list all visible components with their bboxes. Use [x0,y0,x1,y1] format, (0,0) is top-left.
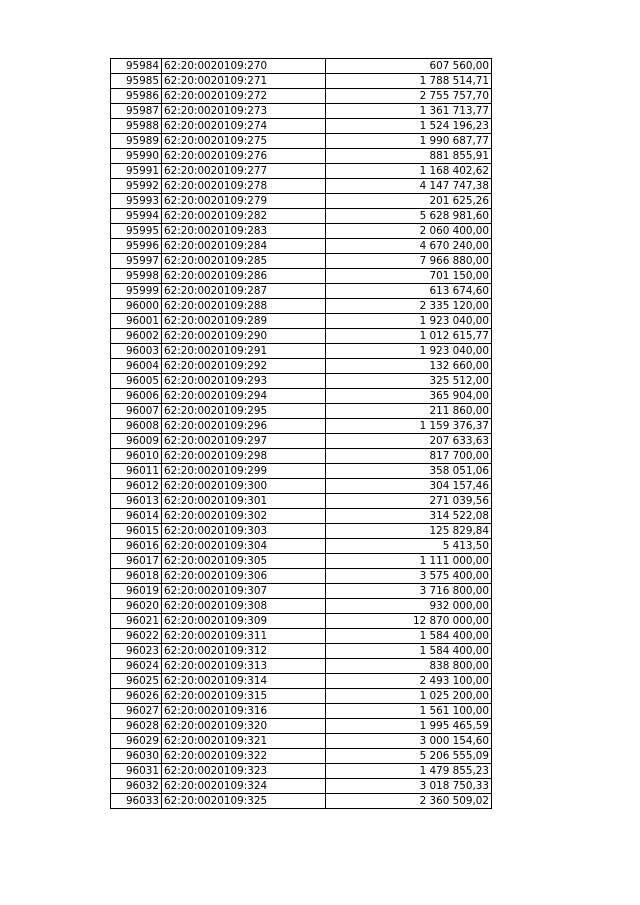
value-cell: 2 493 100,00 [326,674,492,689]
table-row [111,419,492,434]
value-cell: 3 000 154,60 [326,734,492,749]
cadastral-number-cell: 62:20:0020109:323 [162,764,326,779]
table-row [111,269,492,284]
cadastral-number-cell: 62:20:0020109:303 [162,524,326,539]
table-row [111,584,492,599]
value-cell: 125 829,84 [326,524,492,539]
cadastral-number-cell: 62:20:0020109:305 [162,554,326,569]
row-number-cell: 96024 [111,659,162,674]
table-body [111,59,492,809]
table-row [111,704,492,719]
cadastral-number-cell: 62:20:0020109:294 [162,389,326,404]
row-number-cell: 96019 [111,584,162,599]
cadastral-number-cell: 62:20:0020109:299 [162,464,326,479]
table-row [111,314,492,329]
row-number-cell: 96016 [111,539,162,554]
table-row [111,509,492,524]
value-cell: 314 522,08 [326,509,492,524]
row-number-cell: 96025 [111,674,162,689]
value-cell: 1 012 615,77 [326,329,492,344]
table-row [111,59,492,74]
table-row [111,299,492,314]
table-row [111,644,492,659]
cadastral-number-cell: 62:20:0020109:272 [162,89,326,104]
table-row [111,764,492,779]
row-number-cell: 95989 [111,134,162,149]
table-row [111,389,492,404]
row-number-cell: 96010 [111,449,162,464]
cadastral-number-cell: 62:20:0020109:325 [162,794,326,809]
row-number-cell: 95996 [111,239,162,254]
row-number-cell: 95993 [111,194,162,209]
cadastral-number-cell: 62:20:0020109:312 [162,644,326,659]
row-number-cell: 96031 [111,764,162,779]
cadastral-number-cell: 62:20:0020109:279 [162,194,326,209]
value-cell: 12 870 000,00 [326,614,492,629]
table-row [111,629,492,644]
value-cell: 5 628 981,60 [326,209,492,224]
table-row [111,224,492,239]
row-number-cell: 96018 [111,569,162,584]
table-row [111,614,492,629]
cadastral-number-cell: 62:20:0020109:278 [162,179,326,194]
value-cell: 271 039,56 [326,494,492,509]
table-row [111,284,492,299]
row-number-cell: 96014 [111,509,162,524]
value-cell: 358 051,06 [326,464,492,479]
row-number-cell: 96001 [111,314,162,329]
table-row [111,659,492,674]
table-row [111,599,492,614]
value-cell: 3 716 800,00 [326,584,492,599]
row-number-cell: 96000 [111,299,162,314]
cadastral-number-cell: 62:20:0020109:290 [162,329,326,344]
table-row [111,134,492,149]
table-row [111,719,492,734]
value-cell: 325 512,00 [326,374,492,389]
value-cell: 4 147 747,38 [326,179,492,194]
table-row [111,344,492,359]
row-number-cell: 95985 [111,74,162,89]
table-row [111,689,492,704]
cadastral-number-cell: 62:20:0020109:314 [162,674,326,689]
row-number-cell: 95988 [111,119,162,134]
value-cell: 3 018 750,33 [326,779,492,794]
value-cell: 881 855,91 [326,149,492,164]
row-number-cell: 96021 [111,614,162,629]
row-number-cell: 96004 [111,359,162,374]
value-cell: 1 923 040,00 [326,344,492,359]
row-number-cell: 95998 [111,269,162,284]
table-row [111,734,492,749]
value-cell: 1 990 687,77 [326,134,492,149]
cadastral-number-cell: 62:20:0020109:286 [162,269,326,284]
table-row [111,449,492,464]
cadastral-number-cell: 62:20:0020109:276 [162,149,326,164]
table-row [111,794,492,809]
value-cell: 5 413,50 [326,539,492,554]
row-number-cell: 96009 [111,434,162,449]
table-row [111,569,492,584]
row-number-cell: 95995 [111,224,162,239]
table-row [111,239,492,254]
cadastral-number-cell: 62:20:0020109:296 [162,419,326,434]
cadastral-number-cell: 62:20:0020109:295 [162,404,326,419]
cadastral-number-cell: 62:20:0020109:300 [162,479,326,494]
table-row [111,494,492,509]
table-row [111,374,492,389]
value-cell: 817 700,00 [326,449,492,464]
row-number-cell: 96033 [111,794,162,809]
table-row [111,464,492,479]
value-cell: 1 524 196,23 [326,119,492,134]
cadastral-number-cell: 62:20:0020109:297 [162,434,326,449]
cadastral-number-cell: 62:20:0020109:307 [162,584,326,599]
value-cell: 838 800,00 [326,659,492,674]
cadastral-number-cell: 62:20:0020109:289 [162,314,326,329]
cadastral-number-cell: 62:20:0020109:287 [162,284,326,299]
row-number-cell: 95991 [111,164,162,179]
row-number-cell: 96028 [111,719,162,734]
value-cell: 1 159 376,37 [326,419,492,434]
row-number-cell: 96032 [111,779,162,794]
cadastral-number-cell: 62:20:0020109:311 [162,629,326,644]
row-number-cell: 96002 [111,329,162,344]
table-row [111,434,492,449]
value-cell: 607 560,00 [326,59,492,74]
cadastral-number-cell: 62:20:0020109:301 [162,494,326,509]
row-number-cell: 95992 [111,179,162,194]
value-cell: 701 150,00 [326,269,492,284]
table-row [111,194,492,209]
cadastral-number-cell: 62:20:0020109:322 [162,749,326,764]
cadastral-number-cell: 62:20:0020109:321 [162,734,326,749]
value-cell: 201 625,26 [326,194,492,209]
row-number-cell: 95987 [111,104,162,119]
value-cell: 3 575 400,00 [326,569,492,584]
cadastral-number-cell: 62:20:0020109:304 [162,539,326,554]
value-cell: 207 633,63 [326,434,492,449]
table-row [111,524,492,539]
row-number-cell: 96008 [111,419,162,434]
table-row [111,554,492,569]
value-cell: 1 561 100,00 [326,704,492,719]
cadastral-number-cell: 62:20:0020109:315 [162,689,326,704]
cadastral-number-cell: 62:20:0020109:313 [162,659,326,674]
table-row [111,164,492,179]
row-number-cell: 96020 [111,599,162,614]
table-row [111,359,492,374]
row-number-cell: 95997 [111,254,162,269]
value-cell: 2 755 757,70 [326,89,492,104]
document-page [110,58,492,809]
value-cell: 1 584 400,00 [326,644,492,659]
cadastral-number-cell: 62:20:0020109:282 [162,209,326,224]
table-row [111,674,492,689]
row-number-cell: 96015 [111,524,162,539]
cadastral-number-cell: 62:20:0020109:298 [162,449,326,464]
row-number-cell: 96017 [111,554,162,569]
value-cell: 1 923 040,00 [326,314,492,329]
row-number-cell: 96006 [111,389,162,404]
cadastral-number-cell: 62:20:0020109:270 [162,59,326,74]
cadastral-number-cell: 62:20:0020109:275 [162,134,326,149]
value-cell: 2 360 509,02 [326,794,492,809]
table-row [111,329,492,344]
table-row [111,74,492,89]
cadastral-number-cell: 62:20:0020109:271 [162,74,326,89]
value-cell: 1 025 200,00 [326,689,492,704]
row-number-cell: 95990 [111,149,162,164]
cadastral-number-cell: 62:20:0020109:283 [162,224,326,239]
row-number-cell: 96013 [111,494,162,509]
row-number-cell: 95986 [111,89,162,104]
cadastral-number-cell: 62:20:0020109:316 [162,704,326,719]
cadastral-number-cell: 62:20:0020109:291 [162,344,326,359]
cadastral-number-cell: 62:20:0020109:293 [162,374,326,389]
value-cell: 5 206 555,09 [326,749,492,764]
row-number-cell: 96023 [111,644,162,659]
cadastral-number-cell: 62:20:0020109:285 [162,254,326,269]
cadastral-number-cell: 62:20:0020109:277 [162,164,326,179]
row-number-cell: 96003 [111,344,162,359]
cadastral-number-cell: 62:20:0020109:274 [162,119,326,134]
cadastral-number-cell: 62:20:0020109:288 [162,299,326,314]
cadastral-number-cell: 62:20:0020109:320 [162,719,326,734]
cadastral-number-cell: 62:20:0020109:309 [162,614,326,629]
cadastral-number-cell: 62:20:0020109:273 [162,104,326,119]
value-cell: 304 157,46 [326,479,492,494]
cadastral-number-cell: 62:20:0020109:324 [162,779,326,794]
row-number-cell: 96012 [111,479,162,494]
value-cell: 1 111 000,00 [326,554,492,569]
row-number-cell: 96026 [111,689,162,704]
value-cell: 211 860,00 [326,404,492,419]
row-number-cell: 96027 [111,704,162,719]
cadastral-number-cell: 62:20:0020109:308 [162,599,326,614]
table-row [111,404,492,419]
cadastral-number-cell: 62:20:0020109:306 [162,569,326,584]
row-number-cell: 95994 [111,209,162,224]
cadastral-number-cell: 62:20:0020109:284 [162,239,326,254]
value-cell: 132 660,00 [326,359,492,374]
table-row [111,179,492,194]
table-row [111,104,492,119]
value-cell: 1 168 402,62 [326,164,492,179]
row-number-cell: 96030 [111,749,162,764]
value-cell: 7 966 880,00 [326,254,492,269]
row-number-cell: 95999 [111,284,162,299]
cadastral-number-cell: 62:20:0020109:302 [162,509,326,524]
value-cell: 4 670 240,00 [326,239,492,254]
value-cell: 2 335 120,00 [326,299,492,314]
value-cell: 613 674,60 [326,284,492,299]
value-cell: 932 000,00 [326,599,492,614]
row-number-cell: 96011 [111,464,162,479]
value-cell: 1 995 465,59 [326,719,492,734]
value-cell: 1 479 855,23 [326,764,492,779]
cadastral-value-table [110,58,492,809]
value-cell: 2 060 400,00 [326,224,492,239]
row-number-cell: 96005 [111,374,162,389]
table-row [111,119,492,134]
value-cell: 1 361 713,77 [326,104,492,119]
value-cell: 1 584 400,00 [326,629,492,644]
table-row [111,89,492,104]
table-row [111,539,492,554]
row-number-cell: 96022 [111,629,162,644]
table-row [111,479,492,494]
table-row [111,254,492,269]
row-number-cell: 96029 [111,734,162,749]
table-row [111,149,492,164]
table-row [111,209,492,224]
table-row [111,749,492,764]
table-row [111,779,492,794]
row-number-cell: 96007 [111,404,162,419]
value-cell: 365 904,00 [326,389,492,404]
value-cell: 1 788 514,71 [326,74,492,89]
row-number-cell: 95984 [111,59,162,74]
cadastral-number-cell: 62:20:0020109:292 [162,359,326,374]
